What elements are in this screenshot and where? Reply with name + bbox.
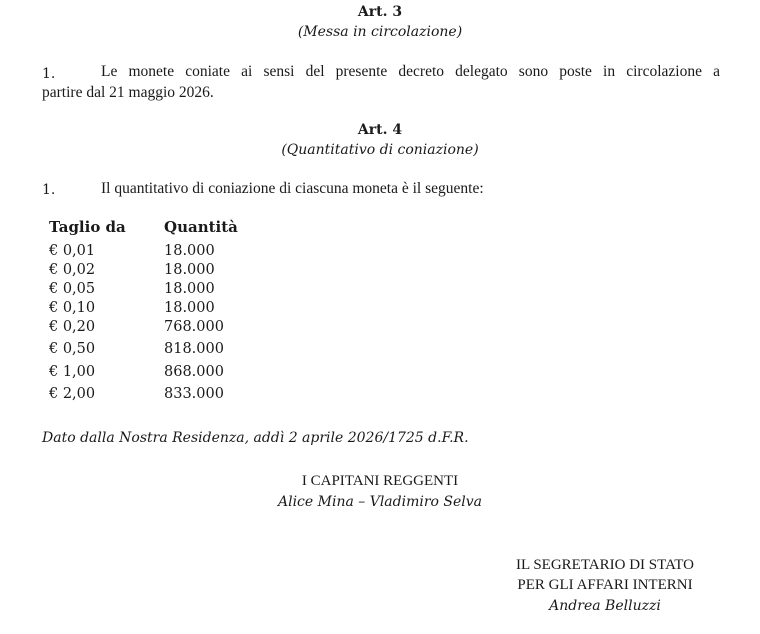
regents-title: I CAPITANI REGGENTI xyxy=(301,473,459,489)
table-cell-denomination: € 0,01 xyxy=(49,243,96,259)
art4-paragraph-number: 1. xyxy=(42,182,56,198)
table-cell-denomination: € 0,10 xyxy=(49,300,96,316)
table-cell-quantity: 18.000 xyxy=(164,300,215,316)
art3-text-line2: partire dal 21 maggio 2026. xyxy=(42,84,214,101)
secretary-name: Andrea Belluzzi xyxy=(549,598,661,614)
table-cell-quantity: 18.000 xyxy=(164,243,215,259)
table-cell-denomination: € 1,00 xyxy=(49,364,96,380)
regents-names: Alice Mina – Vladimiro Selva xyxy=(277,494,483,510)
art3-paragraph-number: 1. xyxy=(42,66,56,82)
art4-title: Art. 4 xyxy=(357,122,403,138)
art3-title: Art. 3 xyxy=(357,4,403,20)
table-cell-denomination: € 0,50 xyxy=(49,341,96,357)
date-line: Dato dalla Nostra Residenza, addì 2 aprile 2026/1725 d.F.R. xyxy=(42,430,469,446)
table-cell-quantity: 868.000 xyxy=(164,364,224,380)
table-header-quantita: Quantità xyxy=(164,218,238,236)
secretary-title-line2: PER GLI AFFARI INTERNI xyxy=(517,577,693,593)
table-cell-denomination: € 2,00 xyxy=(49,386,96,402)
table-cell-denomination: € 0,02 xyxy=(49,262,96,278)
table-header-taglio: Taglio da xyxy=(49,218,126,236)
table-cell-quantity: 18.000 xyxy=(164,262,215,278)
art3-text-line1: Le monete coniate ai sensi del presente decreto delegato sono poste in circolazione a xyxy=(101,63,720,80)
art3-subtitle: (Messa in circolazione) xyxy=(297,24,463,40)
table-cell-quantity: 18.000 xyxy=(164,281,215,297)
table-cell-denomination: € 0,20 xyxy=(49,319,96,335)
table-cell-quantity: 818.000 xyxy=(164,341,224,357)
table-cell-quantity: 833.000 xyxy=(164,386,224,402)
art4-subtitle: (Quantitativo di coniazione) xyxy=(281,142,479,158)
table-cell-quantity: 768.000 xyxy=(164,319,224,335)
art4-text: Il quantitativo di coniazione di ciascuna moneta è il seguente: xyxy=(101,180,484,197)
secretary-title-line1: IL SEGRETARIO DI STATO xyxy=(515,557,694,573)
table-cell-denomination: € 0,05 xyxy=(49,281,96,297)
